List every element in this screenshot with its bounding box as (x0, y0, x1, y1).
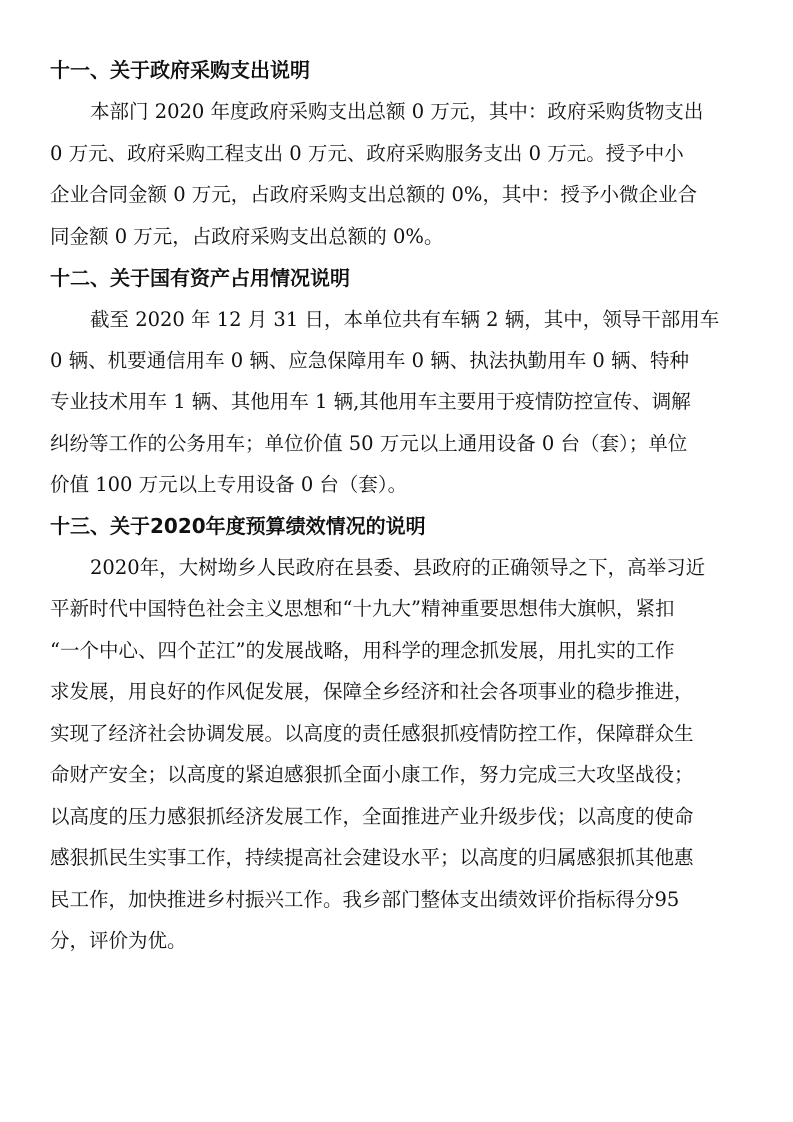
paragraph-line: 求发展，用良好的作风促发展，保障全乡经济和社会各项事业的稳步推进， (50, 680, 694, 703)
paragraph-line: 民工作，加快推进乡村振兴工作。我乡部门整体支出绩效评价指标得分95 (50, 888, 680, 911)
paragraph-line: 纠纷等工作的公务用车；单位价值 50 万元以上通用设备 0 台（套）；单位 (50, 432, 688, 455)
paragraph-line: 价值 100 万元以上专用设备 0 台（套）。 (50, 473, 408, 496)
paragraph-line: 企业合同金额 0 万元，占政府采购支出总额的 0%，其中：授予小微企业合 (50, 183, 697, 206)
paragraph-line: “一个中心、四个芷江”的发展战略，用科学的理念抓发展，用扎实的工作 (50, 639, 675, 662)
paragraph-line: 感狠抓民生实事工作，持续提高社会建设水平；以高度的归属感狠抓其他惠 (50, 846, 694, 869)
paragraph-line: 2020年，大树坳乡人民政府在县委、县政府的正确领导之下，高举习近 (90, 556, 706, 579)
section-heading-state-assets: 十二、关于国有资产占用情况说明 (50, 266, 350, 290)
paragraph-line: 0 辆、机要通信用车 0 辆、应急保障用车 0 辆、执法执勤用车 0 辆、特种 (50, 349, 690, 372)
section-heading-procurement: 十一、关于政府采购支出说明 (50, 58, 310, 82)
paragraph-line: 平新时代中国特色社会主义思想和“十九大”精神重要思想伟大旗帜，紧扣 (50, 597, 675, 620)
section-heading-performance: 十三、关于2020年度预算绩效情况的说明 (50, 514, 426, 538)
paragraph-line: 分，评价为优。 (50, 929, 187, 952)
paragraph-line: 实现了经济社会协调发展。以高度的责任感狠抓疫情防控工作，保障群众生 (50, 722, 694, 745)
paragraph-line: 命财产安全；以高度的紧迫感狠抓全面小康工作，努力完成三大攻坚战役； (50, 763, 694, 786)
paragraph-line: 本部门 2020 年度政府采购支出总额 0 万元，其中：政府采购货物支出 (90, 100, 704, 123)
paragraph-line: 截至 2020 年 12 月 31 日，本单位共有车辆 2 辆，其中，领导干部用车 (90, 308, 720, 331)
paragraph-line: 以高度的压力感狠抓经济发展工作，全面推进产业升级步伐；以高度的使命 (50, 805, 694, 828)
paragraph-line: 同金额 0 万元，占政府采购支出总额的 0%。 (50, 225, 444, 248)
paragraph-line: 专业技术用车 1 辆、其他用车 1 辆,其他用车主要用于疫情防控宣传、调解 (50, 390, 691, 413)
paragraph-line: 0 万元、政府采购工程支出 0 万元、政府采购服务支出 0 万元。授予中小 (50, 142, 684, 165)
